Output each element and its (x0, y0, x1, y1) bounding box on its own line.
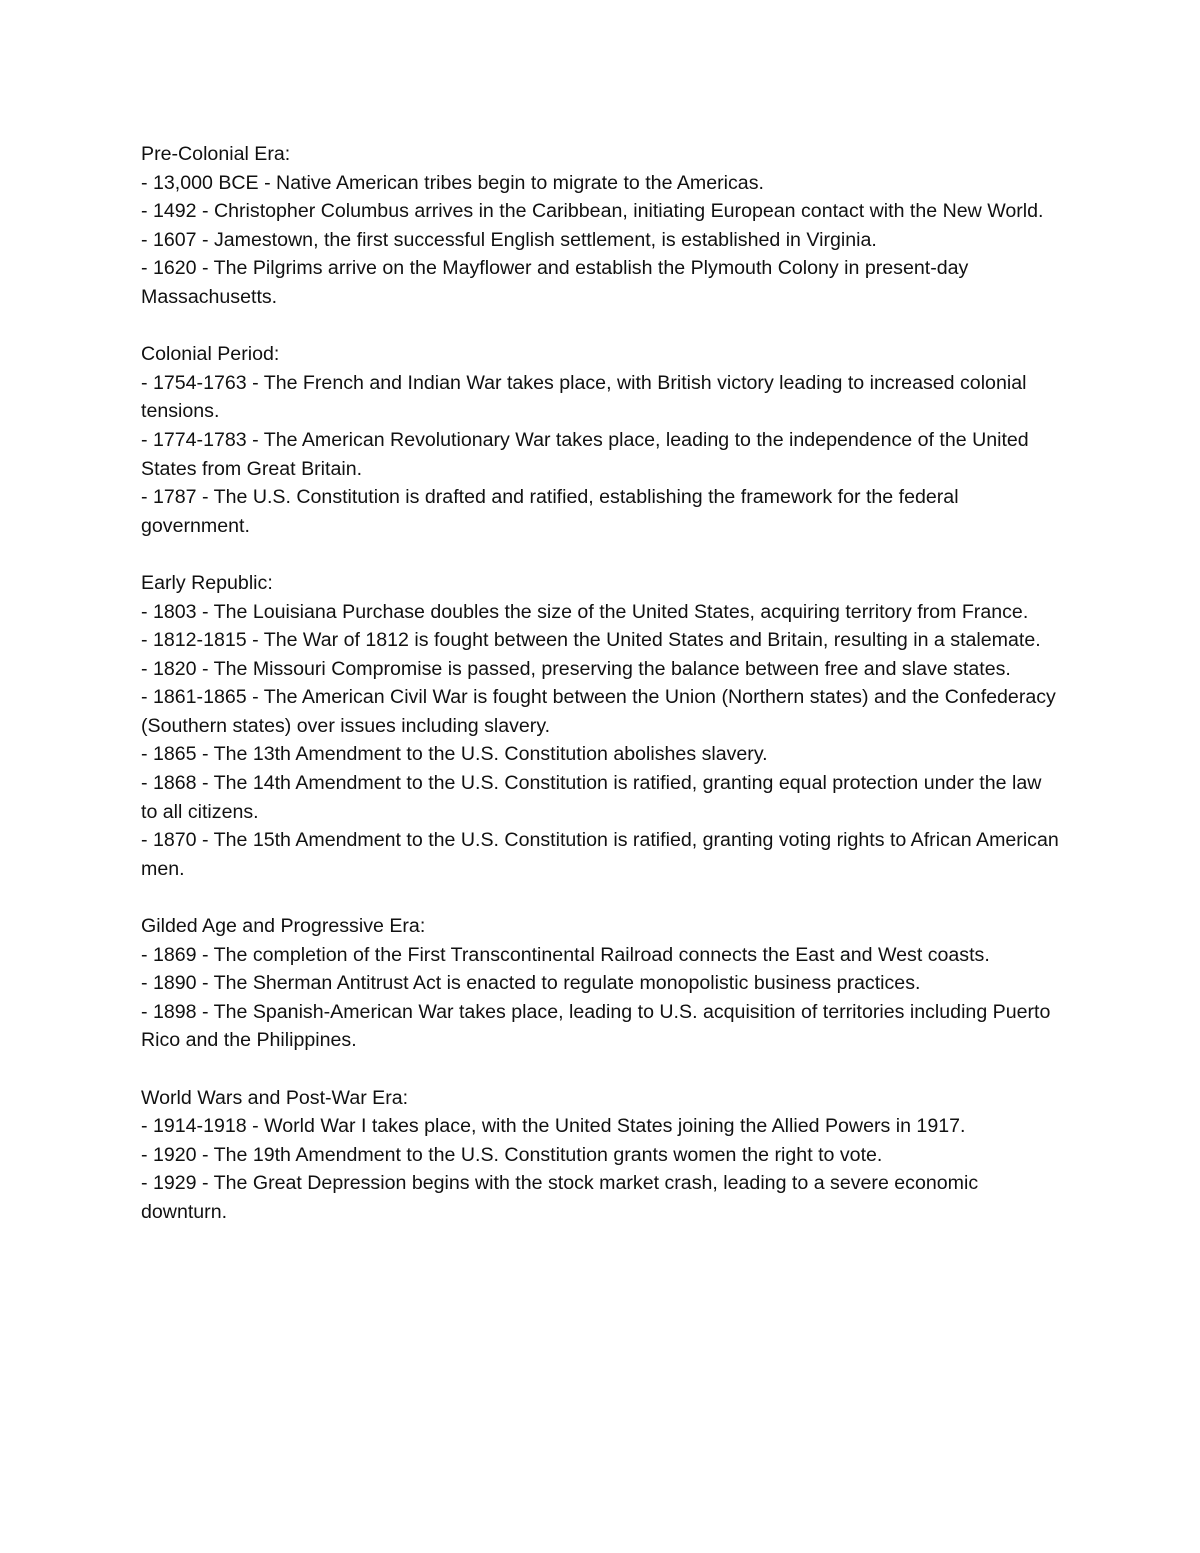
timeline-entry: - 13,000 BCE - Native American tribes begin to migrate to the Americas. (141, 171, 764, 194)
timeline-list (141, 169, 1061, 312)
timeline-list (141, 369, 1061, 541)
timeline-entry: - 1890 - The Sherman Antitrust Act is enacted to regulate monopolistic business practices. (141, 972, 921, 995)
timeline-entry: - 1607 - Jamestown, the first successful English settlement, is established in Virginia. (141, 228, 877, 251)
timeline-entry: - 1861-1865 - The American Civil War is fought between the Union (Northern states) and the Confederacy (Southern states) over issues including slavery. (141, 686, 1056, 737)
timeline-entry: - 1492 - Christopher Columbus arrives in the Caribbean, initiating European contact with the New World. (141, 200, 1044, 223)
timeline-entry: - 1787 - The U.S. Constitution is drafted and ratified, establishing the framework for the federal government. (141, 486, 959, 537)
timeline-entry: - 1812-1815 - The War of 1812 is fought between the United States and Britain, resulting in a stalemate. (141, 629, 1041, 652)
timeline-entry: - 1865 - The 13th Amendment to the U.S. Constitution abolishes slavery. (141, 743, 768, 766)
section-heading: Pre-Colonial Era: (141, 143, 291, 165)
section-heading: Colonial Period: (141, 343, 280, 366)
timeline-entry: - 1898 - The Spanish-American War takes place, leading to U.S. acquisition of territories including Puerto Rico and the Philippines. (141, 1000, 1051, 1052)
section-heading: World Wars and Post-War Era: (141, 1086, 409, 1109)
section-heading: Gilded Age and Progressive Era: (141, 915, 426, 938)
document-page (141, 140, 1061, 1255)
timeline-list (141, 598, 1061, 884)
section-world-wars-post-war-era (141, 1084, 1061, 1227)
timeline-list (141, 1112, 1061, 1226)
timeline-entry: - 1929 - The Great Depression begins with the stock market crash, leading to a severe economic downturn. (141, 1172, 979, 1223)
section-heading: Early Republic: (141, 571, 273, 594)
section-early-republic (141, 569, 1061, 884)
timeline-list (141, 941, 1061, 1055)
timeline-entry: - 1774-1783 - The American Revolutionary War takes place, leading to the independence of the United States from Great Britain. (141, 428, 1029, 480)
section-colonial-period (141, 340, 1061, 540)
timeline-entry: - 1803 - The Louisiana Purchase doubles the size of the United States, acquiring territory from France. (141, 600, 1029, 623)
timeline-entry: - 1870 - The 15th Amendment to the U.S. Constitution is ratified, granting voting rights to African American men. (141, 829, 1059, 880)
timeline-entry: - 1868 - The 14th Amendment to the U.S. Constitution is ratified, granting equal protection under the law to all citizens. (141, 772, 1042, 823)
timeline-entry: - 1914-1918 - World War I takes place, with the United States joining the Allied Powers in 1917. (141, 1115, 966, 1138)
timeline-entry: - 1820 - The Missouri Compromise is passed, preserving the balance between free and slave states. (141, 657, 1011, 680)
timeline-entry: - 1869 - The completion of the First Transcontinental Railroad connects the East and West coasts. (141, 943, 990, 966)
timeline-entry: - 1754-1763 - The French and Indian War takes place, with British victory leading to increased colonial tensions. (141, 371, 1027, 423)
section-pre-colonial-era (141, 140, 1061, 312)
section-gilded-age-progressive-era (141, 912, 1061, 1055)
timeline-entry: - 1920 - The 19th Amendment to the U.S. Constitution grants women the right to vote. (141, 1143, 883, 1166)
timeline-entry: - 1620 - The Pilgrims arrive on the Mayflower and establish the Plymouth Colony in present-day Massachusetts. (141, 257, 969, 308)
